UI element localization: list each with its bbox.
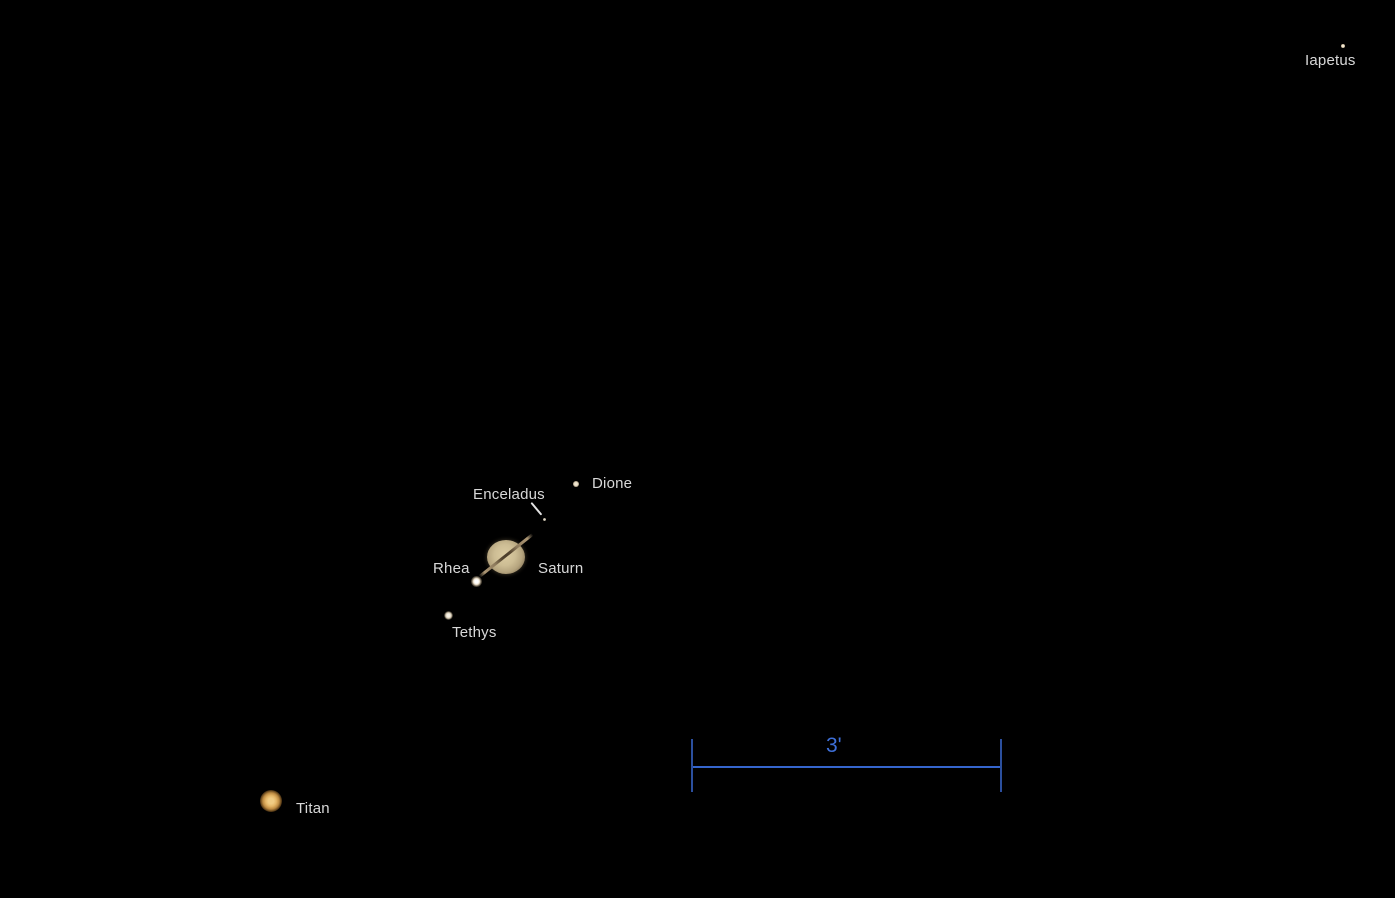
scale-bar-label: 3' xyxy=(826,734,842,757)
titan-moon-dot xyxy=(260,790,282,812)
tethys-moon-dot xyxy=(444,611,453,620)
rhea-moon-dot xyxy=(471,576,482,587)
titan-label: Titan xyxy=(296,800,330,817)
saturn-label: Saturn xyxy=(538,560,584,577)
enceladus-pointer-line xyxy=(530,502,542,516)
iapetus-moon-dot xyxy=(1341,44,1345,48)
enceladus-label: Enceladus xyxy=(473,486,545,503)
rhea-label: Rhea xyxy=(433,560,470,577)
tethys-label: Tethys xyxy=(452,624,497,641)
scale-bar-left-cap xyxy=(691,739,693,792)
dione-label: Dione xyxy=(592,475,633,492)
iapetus-label: Iapetus xyxy=(1305,52,1356,69)
dione-moon-dot xyxy=(573,481,579,487)
scale-bar-right-cap xyxy=(1000,739,1002,792)
enceladus-moon-dot xyxy=(543,518,546,521)
scale-bar-line xyxy=(692,766,1002,768)
